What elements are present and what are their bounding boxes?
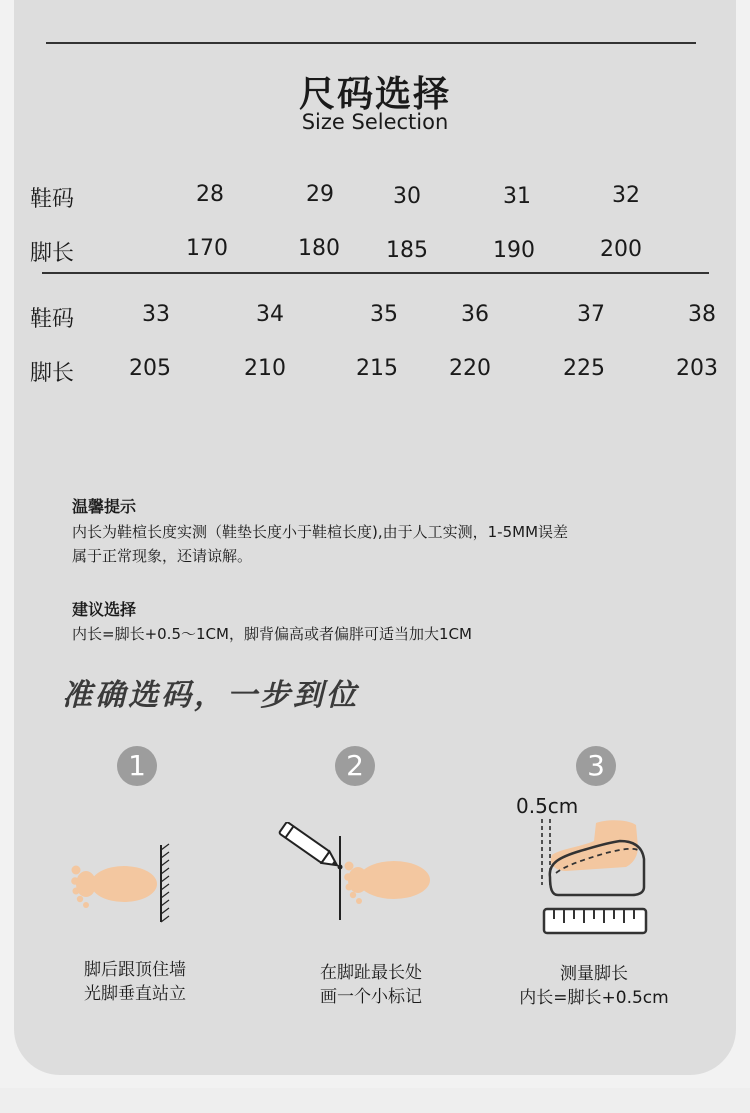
measure-label: 0.5cm [516, 794, 579, 818]
length-cell: 170 [186, 236, 228, 261]
size-cell: 28 [196, 182, 224, 207]
advice-line: 内长=脚长+0.5～1CM，脚背偏高或者偏胖可适当加大1CM [72, 625, 472, 643]
warm-tip-title: 温馨提示 [72, 497, 137, 516]
length-cell: 180 [298, 236, 340, 261]
page-subtitle: Size Selection [301, 110, 449, 134]
step-badge-2: 2 [335, 746, 375, 786]
row-label-length: 脚长 [30, 241, 75, 266]
table-divider [42, 272, 709, 274]
bottom-strip [0, 1088, 750, 1113]
step-caption-line: 脚后跟顶住墙 [84, 960, 186, 980]
top-divider [46, 42, 696, 44]
size-cell: 32 [612, 183, 640, 208]
length-cell: 210 [244, 356, 286, 381]
size-cell: 37 [577, 302, 605, 327]
row-label-size: 鞋码 [30, 187, 75, 212]
advice-title: 建议选择 [72, 600, 137, 619]
step-caption-2 [271, 961, 471, 1009]
size-cell: 36 [461, 302, 489, 327]
page-title: 尺码选择 [298, 74, 451, 115]
length-cell: 203 [676, 356, 718, 381]
length-cell: 220 [449, 356, 491, 381]
length-cell: 205 [129, 356, 171, 381]
step-caption-1 [35, 958, 235, 1006]
size-cell: 35 [370, 302, 398, 327]
size-cell: 33 [142, 302, 170, 327]
step-caption-line: 在脚趾最长处 [320, 963, 422, 983]
step-badge-3: 3 [576, 746, 616, 786]
length-cell: 190 [493, 238, 535, 263]
step-caption-line: 画一个小标记 [320, 987, 422, 1007]
step-badge-1: 1 [117, 746, 157, 786]
pencil-mark-icon [272, 822, 437, 922]
step-caption-line: 光脚垂直站立 [84, 984, 186, 1004]
size-cell: 34 [256, 302, 284, 327]
length-cell: 185 [386, 238, 428, 263]
row-label-size: 鞋码 [30, 307, 75, 332]
slogan: 准确选码，一步到位 [62, 678, 359, 713]
warm-tip-line: 内长为鞋楦长度实测（鞋垫长度小于鞋楦长度),由于人工实测，1-5MM误差 [72, 523, 569, 541]
size-cell: 30 [393, 184, 421, 209]
warm-tip-line: 属于正常现象，还请谅解。 [72, 547, 253, 565]
length-cell: 225 [563, 356, 605, 381]
step-caption-line: 测量脚长 [560, 964, 628, 984]
length-cell: 200 [600, 237, 642, 262]
shoe-ruler-icon [536, 815, 656, 940]
size-cell: 31 [503, 184, 531, 209]
step-caption-line: 内长=脚长+0.5cm [519, 988, 669, 1008]
length-cell: 215 [356, 356, 398, 381]
foot-against-wall-icon [66, 840, 186, 930]
size-cell: 38 [688, 302, 716, 327]
size-cell: 29 [306, 182, 334, 207]
row-label-length: 脚长 [30, 361, 75, 386]
step-caption-3 [494, 962, 694, 1010]
